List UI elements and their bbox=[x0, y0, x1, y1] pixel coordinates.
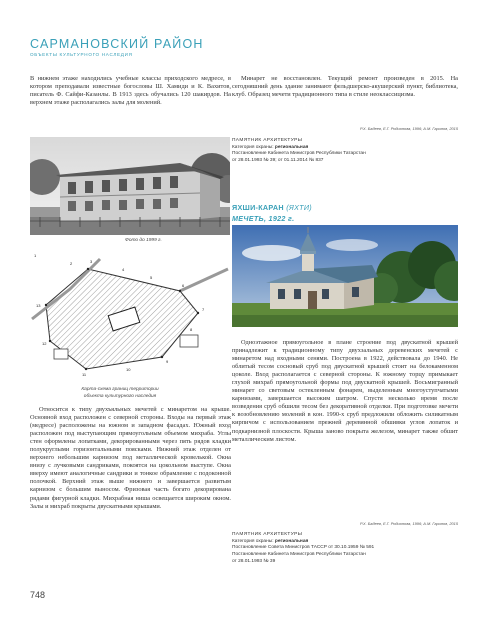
map-label: 3 bbox=[90, 259, 93, 264]
decree: Постановление Кабинета Министров Республики Татарстан bbox=[232, 552, 366, 558]
decree: Постановление Кабинета Министров Республики Татарстан bbox=[232, 151, 366, 157]
object-title bbox=[232, 203, 312, 225]
site-map bbox=[30, 249, 230, 381]
map-label: 11 bbox=[82, 372, 87, 377]
object-type: МЕЧЕТЬ, 1922 г. bbox=[232, 213, 295, 223]
map-label: 2 bbox=[70, 261, 73, 266]
historic-photo bbox=[30, 137, 230, 235]
paragraph: Минарет не восстановлен. Текущий ремонт произведен в 2015. На сегодняшний день здание занимают фельдшерско-акушерский пункт, библиотека, клуб. Образец мечети традиционного типа в стиле неоклассицизма. bbox=[232, 75, 458, 99]
left-bottom-text bbox=[30, 406, 231, 511]
map-label: 6 bbox=[182, 283, 185, 288]
monument-heading: ПАМЯТНИК АРХИТЕКТУРЫ bbox=[232, 138, 303, 143]
protection-category: Категория охраны: региональная bbox=[232, 144, 309, 150]
decree-date: от 28.01.1993 № 39; от 01.11.2014 № 837 bbox=[232, 158, 324, 164]
protection-category: Категория охраны: региональная bbox=[232, 538, 309, 544]
monument-info-1 bbox=[232, 138, 458, 165]
map-label: 13 bbox=[36, 303, 41, 308]
map-label: 4 bbox=[122, 267, 125, 272]
object-name: ЯХШИ-КАРАН bbox=[232, 203, 284, 212]
mosque-photo bbox=[232, 225, 458, 327]
photo-credit: Р.Х. Бадеев, Е.Г. Родионова, 1996; А.М. Гарипов, 2015 bbox=[359, 126, 458, 131]
decree-date: от 28.01.1993 № 39 bbox=[232, 558, 276, 564]
map-label: 12 bbox=[42, 341, 47, 346]
decree: Постановление Совета Министров ТАССР от 30.10.1959 № 591 bbox=[232, 545, 375, 551]
map-caption bbox=[40, 387, 200, 400]
map-label: 5 bbox=[150, 275, 153, 280]
page-header bbox=[30, 37, 204, 57]
map-caption-line: Карта-схема границ территории bbox=[81, 387, 159, 392]
monument-heading: ПАМЯТНИК АРХИТЕКТУРЫ bbox=[232, 532, 303, 537]
map-label: 9 bbox=[166, 359, 169, 364]
paragraph: В нижнем этаже находились учебные классы приходского медресе, в котором преподавали известные богословы Ш. Хамиди и К. Вахитов, писатель Ф. Сайфи-Казанлы. В 1913 здесь обучались 120 шакирдов. На верхнем этаже располагались залы для молений. bbox=[30, 75, 231, 107]
object-alt-name: (ЯХТИ) bbox=[286, 203, 312, 212]
map-label: 8 bbox=[190, 327, 193, 332]
right-top-text bbox=[232, 75, 458, 99]
section-subtitle: ОБЪЕКТЫ КУЛЬТУРНОГО НАСЛЕДИЯ bbox=[30, 52, 133, 57]
left-top-text bbox=[30, 75, 231, 107]
map-caption-line: объекта культурного наследия bbox=[83, 393, 157, 399]
district-title: САРМАНОВСКИЙ РАЙОН bbox=[30, 37, 204, 51]
monument-info-2 bbox=[232, 532, 458, 566]
paragraph: Одноэтажное прямоугольное в плане строение под двускатной крышей принадлежит к традиционному типу двухзальных деревенских мечетей с минаретом над входными сенями. Построена в 1922, действовала до 1940. Не облитый тесом сосновый сруб под двускатной крышей стоит на белокаменном цоколе. Вход располагается с северной стороны. К южному торцу примыкает глухой михраб прямоугольной формы под двускатной крышей. Восьмигранный минарет со световым остекленным фонарем, выделенным многоуступчатыми карнизами, завершается высоким шатром. Спустя несколько время после возведения сруб обшили тесом без декоративной отделки. При подготовке мечети к возобновлению молений в кон. 1990-х сруб предложили обложить силикатным кирпичом с использованием прежней деревянной обшивки углов лопаток и подкарнизной плоскости. Крыша заново покрыта железом, минарет также обшит металлическим листом. bbox=[232, 339, 458, 443]
map-label: 7 bbox=[202, 307, 205, 312]
map-label: 1 bbox=[34, 253, 37, 258]
photo-credit: Р.Х. Бадеев, Е.Г. Родионова, 1996; А.М. Гарипов, 2015 bbox=[359, 521, 458, 526]
right-bottom-text bbox=[232, 339, 458, 444]
photo-caption: Фото до 1999 г. bbox=[125, 238, 162, 243]
page-number: 748 bbox=[30, 590, 46, 600]
map-label: 10 bbox=[126, 367, 131, 372]
paragraph: Относится к типу двухъяльных мечетей с минаретом на крыше. Основной вход расположен с северной стороны. Входы на первый этаж (медресе) расположены на южном и западном фасадах. Южный вход расположен под выступающим прямоугольным объемом михраба. Углы стен оформлены лопатками, декорированными через пять рядов кладки полукруглыми горизонтальными поясками. Нижний этаж отделен от верхнего небольшим карнизом под металлической кровелькой. Окна внизу с лучковыми сандриками, покоятся на цокольном выступе. Окна вверху имеют аналогичные сандрики и тонкое обрамление с подоконной полочкой. Верхний этаж выше нижнего и завершается развитым карнизом с большим выносом. Фризовая часть богато декорирована рядами фигурной кладки. Михрабная ниша освещается широким окном. Залы и михраб покрыты двускатными крышами. bbox=[30, 406, 231, 510]
